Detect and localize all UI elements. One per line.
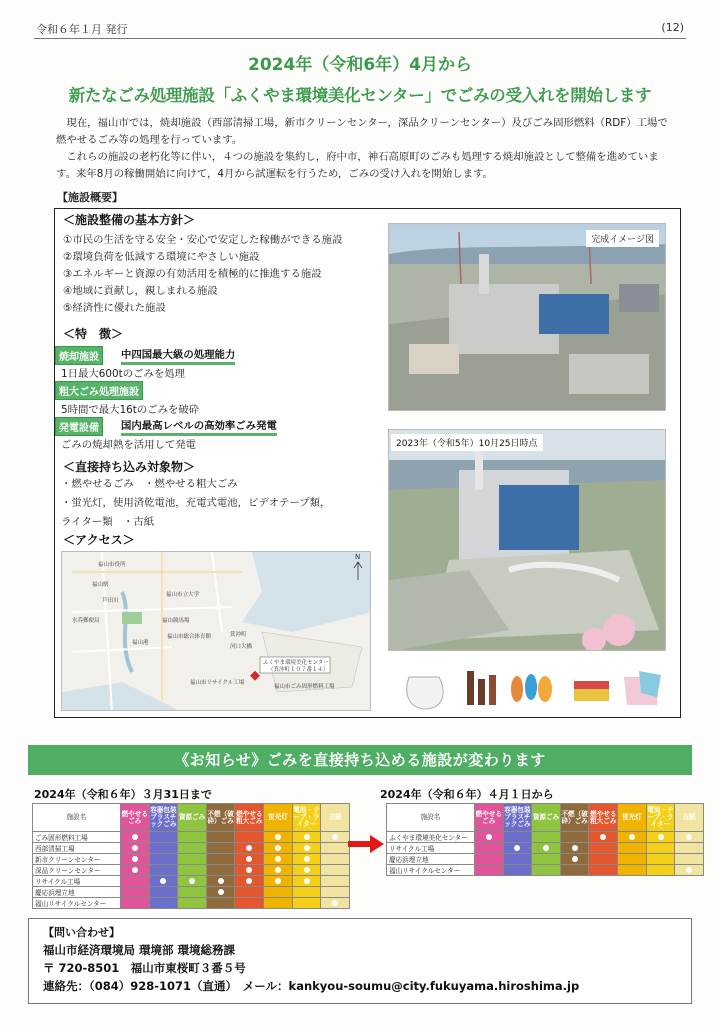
accepted-dot-icon bbox=[543, 845, 549, 851]
availability-cell bbox=[292, 854, 321, 865]
table-row bbox=[387, 854, 704, 865]
feature-tag-bulky: 粗大ごみ処理施設 bbox=[55, 381, 143, 400]
contact-department: 福山市経済環境局 環境部 環境総務課 bbox=[43, 943, 236, 957]
availability-cell bbox=[206, 843, 235, 854]
category-header: 電池・テープ・ライター bbox=[292, 804, 321, 832]
availability-cell bbox=[206, 887, 235, 898]
availability-cell bbox=[321, 876, 350, 887]
feature-title: 国内最高レベルの高効率ごみ発電 bbox=[121, 417, 277, 436]
map-label: 福山市立大学 bbox=[166, 592, 200, 598]
facility-name: 慶応浜埋立地 bbox=[387, 854, 475, 865]
category-header: 古紙 bbox=[321, 804, 350, 832]
accepted-dot-icon bbox=[246, 856, 252, 862]
availability-cell bbox=[120, 854, 149, 865]
facility-name: 福山リサイクルセンター bbox=[33, 898, 121, 909]
accepted-dot-icon bbox=[686, 834, 692, 840]
page-title-line1: 2024年（令和6年）4月から bbox=[248, 55, 472, 75]
availability-cell bbox=[589, 843, 618, 854]
feature-desc: 1日最大600tのごみを処理 bbox=[61, 368, 186, 380]
accepted-dot-icon bbox=[304, 856, 310, 862]
availability-cell bbox=[675, 854, 704, 865]
availability-cell bbox=[264, 843, 293, 854]
availability-cell bbox=[206, 865, 235, 876]
availability-cell bbox=[675, 843, 704, 854]
availability-cell bbox=[120, 876, 149, 887]
category-header: 蛍光灯 bbox=[264, 804, 293, 832]
accepted-dot-icon bbox=[304, 845, 310, 851]
availability-cell bbox=[532, 865, 561, 876]
facility-name: 深品クリーンセンター bbox=[33, 865, 121, 876]
accepted-dot-icon bbox=[246, 878, 252, 884]
accepted-dot-icon bbox=[189, 878, 195, 884]
availability-cell bbox=[646, 832, 675, 843]
availability-cell bbox=[149, 887, 178, 898]
availability-cell bbox=[178, 887, 207, 898]
map-label: 福山市リサイクル工場 bbox=[190, 680, 245, 686]
table-header-row bbox=[33, 804, 350, 832]
construction-status-image bbox=[389, 430, 666, 651]
table-row bbox=[33, 887, 350, 898]
availability-cell bbox=[321, 854, 350, 865]
issue-date: 令和６年１月 発行 bbox=[36, 23, 128, 36]
availability-cell bbox=[675, 832, 704, 843]
feature-desc: 5時間で最大16tのごみを破砕 bbox=[61, 404, 200, 416]
availability-cell bbox=[292, 865, 321, 876]
availability-cell bbox=[503, 843, 532, 854]
availability-cell bbox=[618, 832, 647, 843]
availability-cell bbox=[178, 854, 207, 865]
availability-cell bbox=[264, 898, 293, 909]
table-row bbox=[33, 843, 350, 854]
availability-cell bbox=[149, 832, 178, 843]
notice-banner: 《お知らせ》ごみを直接持ち込める施設が変わります bbox=[28, 745, 692, 775]
availability-cell bbox=[321, 887, 350, 898]
availability-cell bbox=[589, 832, 618, 843]
availability-cell bbox=[120, 898, 149, 909]
availability-cell bbox=[149, 843, 178, 854]
category-header: 資源ごみ bbox=[532, 804, 561, 832]
page-number: (12) bbox=[661, 21, 684, 34]
availability-cell bbox=[675, 865, 704, 876]
table-row bbox=[33, 865, 350, 876]
availability-cell bbox=[560, 832, 589, 843]
availability-cell bbox=[264, 854, 293, 865]
availability-cell bbox=[120, 832, 149, 843]
accepted-dot-icon bbox=[304, 867, 310, 873]
availability-cell bbox=[589, 865, 618, 876]
items-heading: ＜直接持ち込み対象物＞ bbox=[63, 460, 196, 474]
overview-tab: 【施設概要】 bbox=[57, 191, 123, 204]
accepted-dot-icon bbox=[275, 856, 281, 862]
availability-cell bbox=[292, 887, 321, 898]
availability-cell bbox=[178, 843, 207, 854]
availability-cell bbox=[149, 854, 178, 865]
map-label: 水呑郵便局 bbox=[72, 618, 100, 624]
intro-paragraph: 現在，福山市では，焼却施設（西部清掃工場，新市クリーンセンター，深品クリーンセンター）及びごみ固形燃料（RDF）工場で燃やせるごみ等の処理を行っています。 bbox=[56, 117, 668, 146]
availability-cell bbox=[292, 832, 321, 843]
availability-cell bbox=[292, 876, 321, 887]
rendering-photo bbox=[388, 223, 666, 411]
availability-cell bbox=[532, 832, 561, 843]
contact-box bbox=[28, 918, 692, 1004]
accepted-dot-icon bbox=[332, 900, 338, 906]
items-list bbox=[61, 475, 330, 532]
features-list bbox=[55, 343, 375, 453]
policy-item: ⑤経済性に優れた施設 bbox=[63, 302, 166, 314]
availability-cell bbox=[646, 865, 675, 876]
accepted-dot-icon bbox=[132, 845, 138, 851]
table-header-row bbox=[387, 804, 704, 832]
facility-header: 施設名 bbox=[33, 804, 121, 832]
category-header: 容器包装プラスチックごみ bbox=[149, 804, 178, 832]
right-arrow-icon bbox=[348, 833, 384, 855]
header-rule bbox=[34, 38, 686, 39]
after-table-title: 2024年（令和６年）４月１日から bbox=[380, 788, 554, 801]
accepted-dot-icon bbox=[218, 878, 224, 884]
availability-cell bbox=[321, 832, 350, 843]
availability-cell bbox=[321, 898, 350, 909]
accepted-dot-icon bbox=[132, 856, 138, 862]
category-header: 燃やせるごみ bbox=[120, 804, 149, 832]
category-header: 容器包装プラスチックごみ bbox=[503, 804, 532, 832]
table-row bbox=[33, 876, 350, 887]
before-table-title: 2024年（令和６年）３月31日まで bbox=[34, 788, 212, 801]
access-heading: ＜アクセス＞ bbox=[63, 533, 135, 547]
map-label: 福山競馬場 bbox=[162, 618, 190, 624]
availability-cell bbox=[264, 832, 293, 843]
contact-phone-email: 連絡先：（084）928-1071（直通） メール：kankyou-soumu@city.fukuyama.hiroshima.jp bbox=[43, 979, 580, 993]
availability-cell bbox=[235, 843, 264, 854]
map-label: 福山市役所 bbox=[98, 562, 126, 568]
policy-item: ②環境負荷を低減する環境にやさしい施設 bbox=[63, 251, 260, 263]
accepted-dot-icon bbox=[275, 845, 281, 851]
accepted-dot-icon bbox=[304, 834, 310, 840]
availability-cell bbox=[120, 865, 149, 876]
map-label: 福山市総合体育館 bbox=[167, 634, 212, 640]
availability-cell bbox=[206, 898, 235, 909]
accepted-dot-icon bbox=[572, 845, 578, 851]
accepted-dot-icon bbox=[486, 834, 492, 840]
table-row bbox=[387, 843, 704, 854]
page-title-line2: 新たなごみ処理施設「ふくやま環境美化センター」でごみの受入れを開始します bbox=[68, 86, 652, 105]
category-header: 不燃（破砕）ごみ bbox=[560, 804, 589, 832]
photo-caption: 2023年（令和5年）10月25日時点 bbox=[391, 434, 543, 451]
accepted-dot-icon bbox=[246, 867, 252, 873]
availability-cell bbox=[178, 832, 207, 843]
accepted-dot-icon bbox=[304, 878, 310, 884]
availability-cell bbox=[503, 854, 532, 865]
facility-name: リサイクル工場 bbox=[33, 876, 121, 887]
availability-cell bbox=[292, 898, 321, 909]
availability-cell bbox=[235, 898, 264, 909]
availability-cell bbox=[149, 898, 178, 909]
north-arrow-label: N bbox=[355, 553, 361, 561]
category-header: 資源ごみ bbox=[178, 804, 207, 832]
waste-items-illustration bbox=[399, 657, 669, 713]
availability-cell bbox=[264, 887, 293, 898]
category-header: 燃やせる粗大ごみ bbox=[589, 804, 618, 832]
map-label: 河口大橋 bbox=[230, 644, 253, 650]
feature-desc: ごみの焼却熱を活用して発電 bbox=[61, 439, 197, 451]
map-callout-address: （箕沖町１０７番１４） bbox=[268, 667, 329, 673]
category-header: 古紙 bbox=[675, 804, 704, 832]
availability-cell bbox=[235, 865, 264, 876]
availability-cell bbox=[618, 843, 647, 854]
facility-name: ふくやま環境美化センター bbox=[387, 832, 475, 843]
availability-cell bbox=[532, 843, 561, 854]
facility-name: 新市クリーンセンター bbox=[33, 854, 121, 865]
accepted-dot-icon bbox=[132, 867, 138, 873]
availability-cell bbox=[120, 887, 149, 898]
accepted-dot-icon bbox=[218, 889, 224, 895]
table-row bbox=[387, 832, 704, 843]
availability-cell bbox=[532, 854, 561, 865]
facility-rendering-image bbox=[389, 224, 666, 411]
availability-cell bbox=[646, 854, 675, 865]
map-label: 福山市ごみ固形燃料工場 bbox=[274, 684, 335, 690]
map-label: 福山港 bbox=[132, 640, 149, 646]
availability-cell bbox=[560, 854, 589, 865]
availability-cell bbox=[589, 854, 618, 865]
availability-cell bbox=[206, 876, 235, 887]
availability-cell bbox=[503, 832, 532, 843]
accepted-dot-icon bbox=[275, 867, 281, 873]
policy-item: ③エネルギーと資源の有効活用を積極的に推進する施設 bbox=[63, 268, 322, 280]
accepted-dot-icon bbox=[332, 834, 338, 840]
availability-cell bbox=[560, 865, 589, 876]
list-item: ・燃やせるごみ ・燃やせる粗大ごみ bbox=[61, 478, 238, 490]
availability-cell bbox=[149, 865, 178, 876]
availability-cell bbox=[503, 865, 532, 876]
policy-item: ①市民の生活を守る安全・安心で安定した稼働ができる施設 bbox=[63, 234, 343, 246]
map-label: 箕沖町 bbox=[230, 632, 247, 638]
facility-name: ごみ固形燃料工場 bbox=[33, 832, 121, 843]
facility-header: 施設名 bbox=[387, 804, 475, 832]
availability-cell bbox=[235, 854, 264, 865]
after-facilities-table bbox=[386, 803, 704, 876]
map-callout-name: ふくやま環境美化センター bbox=[263, 660, 329, 666]
availability-cell bbox=[264, 876, 293, 887]
availability-cell bbox=[178, 876, 207, 887]
availability-cell bbox=[321, 865, 350, 876]
availability-cell bbox=[646, 843, 675, 854]
category-header: 電池・テープ・ライター bbox=[646, 804, 675, 832]
feature-title: 中四国最大級の処理能力 bbox=[121, 346, 235, 365]
list-item: ・蛍光灯，使用済乾電池，充電式電池，ビデオテープ類， bbox=[61, 497, 331, 509]
category-header: 燃やせる粗大ごみ bbox=[235, 804, 264, 832]
accepted-dot-icon bbox=[658, 834, 664, 840]
before-facilities-table bbox=[32, 803, 350, 909]
availability-cell bbox=[120, 843, 149, 854]
availability-cell bbox=[235, 876, 264, 887]
policy-item: ④地域に貢献し，親しまれる施設 bbox=[63, 285, 218, 297]
availability-cell bbox=[618, 854, 647, 865]
map-label: 福山駅 bbox=[92, 582, 109, 588]
accepted-dot-icon bbox=[514, 845, 520, 851]
accepted-dot-icon bbox=[275, 834, 281, 840]
map-label: 芦田川 bbox=[102, 598, 119, 604]
availability-cell bbox=[206, 854, 235, 865]
facility-name: 福山リサイクルセンター bbox=[387, 865, 475, 876]
availability-cell bbox=[474, 854, 503, 865]
availability-cell bbox=[474, 832, 503, 843]
availability-cell bbox=[474, 843, 503, 854]
accepted-dot-icon bbox=[600, 834, 606, 840]
category-header: 不燃（破砕）ごみ bbox=[206, 804, 235, 832]
contact-address: 〒 720-8501 福山市東桜町３番５号 bbox=[43, 961, 246, 975]
table-row bbox=[387, 865, 704, 876]
table-row bbox=[33, 854, 350, 865]
features-heading: ＜特 徴＞ bbox=[63, 327, 124, 341]
category-header: 燃やせるごみ bbox=[474, 804, 503, 832]
availability-cell bbox=[178, 898, 207, 909]
contact-label: 【問い合わせ】 bbox=[43, 926, 120, 939]
facility-name: 慶応浜埋立地 bbox=[33, 887, 121, 898]
facility-name: リサイクル工場 bbox=[387, 843, 475, 854]
availability-cell bbox=[178, 865, 207, 876]
accepted-dot-icon bbox=[275, 878, 281, 884]
availability-cell bbox=[618, 865, 647, 876]
feature-tag-power: 発電設備 bbox=[55, 417, 103, 436]
category-header: 蛍光灯 bbox=[618, 804, 647, 832]
availability-cell bbox=[321, 843, 350, 854]
intro-paragraph: これらの施設の老朽化等に伴い，４つの施設を集約し，府中市，神石高原町のごみも処理する焼却施設として整備を進めています。来年8月の稼働開始に向けて，4月から試運転を行うため，ごみの受け入れを開始します。 bbox=[56, 151, 659, 180]
accepted-dot-icon bbox=[246, 845, 252, 851]
accepted-dot-icon bbox=[132, 834, 138, 840]
table-row bbox=[33, 832, 350, 843]
availability-cell bbox=[560, 843, 589, 854]
availability-cell bbox=[235, 832, 264, 843]
accepted-dot-icon bbox=[686, 867, 692, 873]
availability-cell bbox=[292, 843, 321, 854]
accepted-dot-icon bbox=[160, 878, 166, 884]
availability-cell bbox=[264, 865, 293, 876]
accepted-dot-icon bbox=[572, 856, 578, 862]
policy-heading: ＜施設整備の基本方針＞ bbox=[63, 213, 196, 227]
availability-cell bbox=[149, 876, 178, 887]
feature-tag-incinerator: 焼却施設 bbox=[55, 346, 103, 365]
availability-cell bbox=[474, 865, 503, 876]
accepted-dot-icon bbox=[629, 834, 635, 840]
availability-cell bbox=[206, 832, 235, 843]
table-row bbox=[33, 898, 350, 909]
photo-caption: 完成イメージ図 bbox=[586, 230, 659, 247]
list-item: ライター類 ・古紙 bbox=[61, 516, 155, 528]
intro-text bbox=[56, 115, 676, 183]
progress-photo bbox=[388, 429, 666, 651]
availability-cell bbox=[235, 887, 264, 898]
facility-name: 西部清掃工場 bbox=[33, 843, 121, 854]
facility-overview bbox=[54, 208, 681, 718]
access-map bbox=[61, 551, 371, 711]
